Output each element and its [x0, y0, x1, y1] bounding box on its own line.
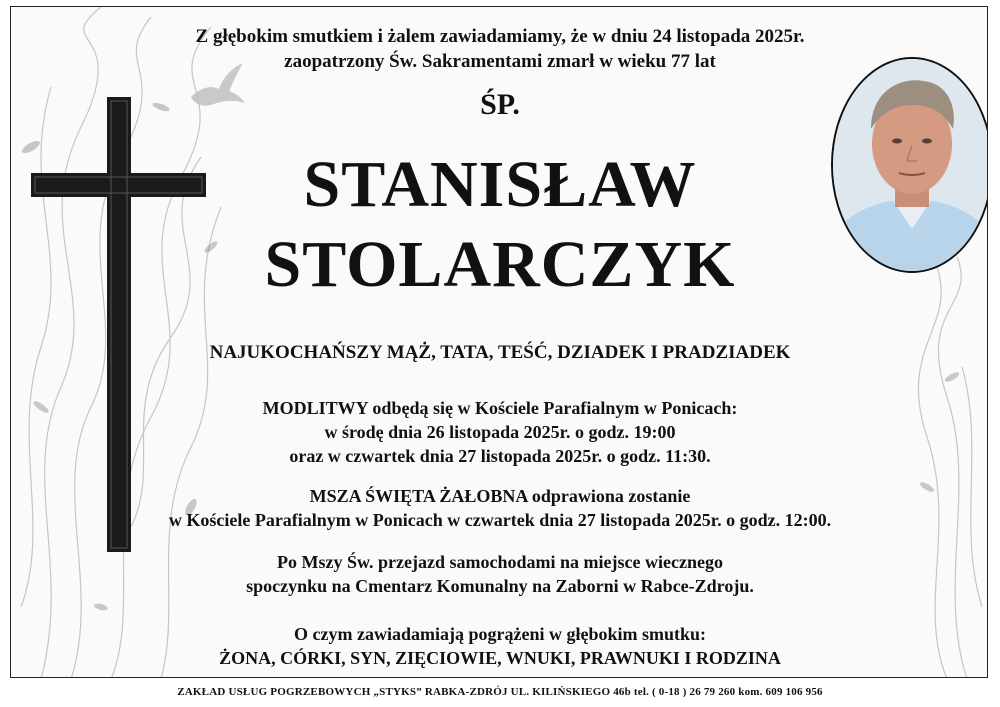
mass-line-2: w Kościele Parafialnym w Ponicach w czwartek dnia 27 listopada 2025r. o godz. 12:00. [168, 510, 832, 530]
intro-line-2: zaopatrzony Św. Sakramentami zmarł w wieku 77 lat [284, 51, 716, 72]
mass-line-1: MSZA ŚWIĘTA ŻAŁOBNA odprawiona zostanie [309, 486, 691, 506]
prayers-line-3: oraz w czwartek dnia 27 listopada 2025r. o godz. 11:30. [289, 446, 711, 466]
prayers-line-1: MODLITWY odbędą się w Kościele Parafialnym w Ponicach: [262, 398, 738, 418]
procession-info [0, 550, 1000, 598]
honorific: ŚP. [480, 88, 520, 121]
family-info [0, 622, 1000, 670]
deceased-first-name: STANISŁAW [303, 148, 697, 221]
funeral-home-footer: ZAKŁAD USŁUG POGRZEBOWYCH „STYKS” RABKA-ZDRÓJ UL. KILIŃSKIEGO 46b tel. ( 0-18 ) 26 79 260 kom. 609 106 956 [177, 686, 823, 698]
family-line-2: ŻONA, CÓRKI, SYN, ZIĘCIOWIE, WNUKI, PRAWNUKI I RODZINA [219, 648, 781, 668]
procession-line-1: Po Mszy Św. przejazd samochodami na miejsce wiecznego [277, 552, 723, 572]
deceased-last-name: STOLARCZYK [264, 228, 736, 301]
prayers-line-2: w środę dnia 26 listopada 2025r. o godz. 19:00 [324, 422, 676, 442]
prayers-info [0, 396, 1000, 468]
procession-line-2: spoczynku na Cmentarz Komunalny na Zaborni w Rabce-Zdroju. [246, 576, 754, 596]
intro-text [0, 24, 1000, 74]
mass-info [0, 484, 1000, 532]
intro-line-1: Z głębokim smutkiem i żalem zawiadamiamy, że w dniu 24 listopada 2025r. [195, 26, 805, 47]
relations-line: NAJUKOCHAŃSZY MĄŻ, TATA, TEŚĆ, DZIADEK I PRADZIADEK [209, 342, 791, 363]
family-line-1: O czym zawiadamiają pogrążeni w głębokim smutku: [294, 624, 706, 644]
